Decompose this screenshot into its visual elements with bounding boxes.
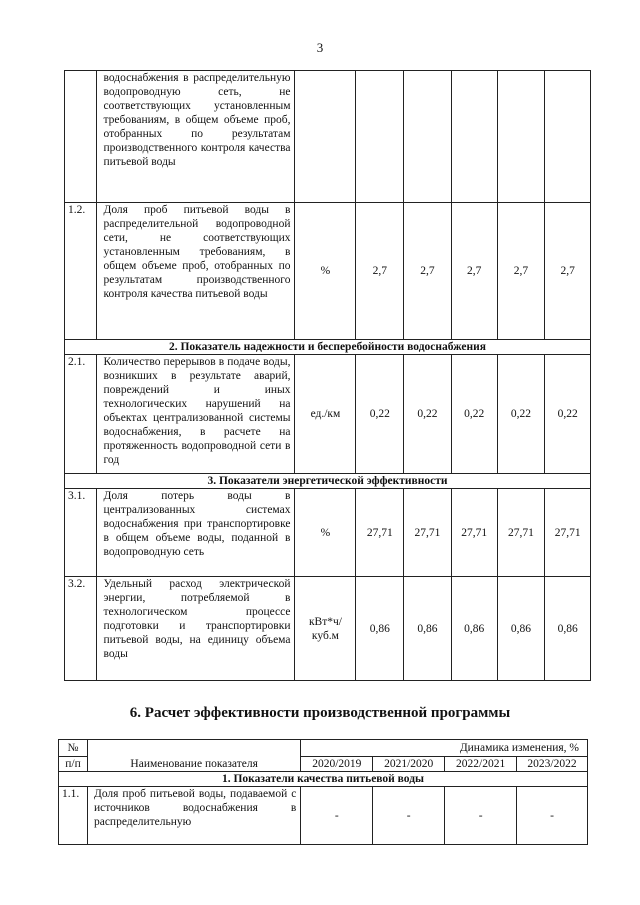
row-number: 3.1. (65, 489, 97, 577)
value-cell: 27,71 (356, 489, 404, 577)
header-row (59, 740, 588, 757)
section-row (65, 474, 591, 489)
value-cell: 0,86 (451, 577, 497, 681)
table-row (65, 577, 591, 681)
value-cell: 0,22 (497, 355, 545, 474)
indicator-name: Доля потерь воды в централизованных системах водоснабжения при транспортировке в общем объеме воды, поданной в водопроводную сеть (97, 489, 295, 577)
value-cell: 2,7 (545, 203, 591, 340)
unit: кВт*ч/ куб.м (295, 577, 356, 681)
column-name-header: Наименование показателя (87, 740, 300, 772)
indicator-name: Доля проб питьевой воды, подаваемой с источников водоснабжения в распределительную (87, 787, 300, 845)
value-cell: 0,86 (404, 577, 452, 681)
page-number: 3 (316, 40, 324, 55)
indicator-name: Удельный расход электрической энергии, потребляемой в технологическом процессе подготовки и транспортировки питьевой воды, на единицу объема воды (97, 577, 295, 681)
section-title: 1. Показатели качества питьевой воды (59, 772, 588, 787)
value-cell: 2,7 (497, 203, 545, 340)
value-cell: 0,86 (497, 577, 545, 681)
section-heading: 6. Расчет эффективности производственной программы (129, 705, 511, 721)
column-number-header: п/п (59, 757, 88, 772)
section-title: 2. Показатель надежности и бесперебойности водоснабжения (65, 340, 591, 355)
table-row (65, 489, 591, 577)
row-number: 2.1. (65, 355, 97, 474)
period-header: 2023/2022 (517, 757, 588, 772)
row-number: 1.2. (65, 203, 97, 340)
indicators-table (64, 70, 591, 681)
value-cell: 27,71 (497, 489, 545, 577)
unit: ед./км (295, 355, 356, 474)
table-row (65, 71, 591, 203)
value-cell: 2,7 (356, 203, 404, 340)
efficiency-table (58, 739, 588, 845)
section-row (65, 340, 591, 355)
value-cell: 0,22 (404, 355, 452, 474)
section-row (59, 772, 588, 787)
value-cell: 0,22 (356, 355, 404, 474)
value-cell: 27,71 (404, 489, 452, 577)
row-number: 3.2. (65, 577, 97, 681)
value-cell: - (517, 787, 588, 845)
table-row (65, 203, 591, 340)
value-cell: 0,22 (451, 355, 497, 474)
period-header: 2022/2021 (445, 757, 517, 772)
indicator-name: водоснабжения в распределительную водопроводную сеть, не соответствующих установленным требованиям, в общем объеме проб, отобранных по результатам производственного контроля качества питьевой воды (97, 71, 295, 203)
value-cell: 27,71 (545, 489, 591, 577)
value-cell: 2,7 (404, 203, 452, 340)
period-header: 2020/2019 (301, 757, 373, 772)
value-cell: 0,86 (545, 577, 591, 681)
table-row (59, 787, 588, 845)
period-header: 2021/2020 (373, 757, 445, 772)
row-number: 1.1. (59, 787, 88, 845)
value-cell: 0,86 (356, 577, 404, 681)
value-cell: 0,22 (545, 355, 591, 474)
section-title: 3. Показатели энергетической эффективности (65, 474, 591, 489)
unit: % (295, 489, 356, 577)
indicator-name: Доля проб питьевой воды в распределительной водопроводной сети, не соответствующих установленным требованиям, в общем объеме проб, отобранных по результатам производственного контроля качества питьевой воды (97, 203, 295, 340)
table-row (65, 355, 591, 474)
value-cell: - (445, 787, 517, 845)
value-cell: - (301, 787, 373, 845)
unit: % (295, 203, 356, 340)
indicator-name: Количество перерывов в подаче воды, возникших в результате аварий, повреждений и иных технологических нарушений на объектах централизованной системы водоснабжения, в расчете на протяженность водопроводной сети в год (97, 355, 295, 474)
value-cell: 2,7 (451, 203, 497, 340)
value-cell: - (373, 787, 445, 845)
dynamics-header: Динамика изменения, % (301, 740, 588, 757)
value-cell: 27,71 (451, 489, 497, 577)
column-number-header: № (59, 740, 88, 757)
